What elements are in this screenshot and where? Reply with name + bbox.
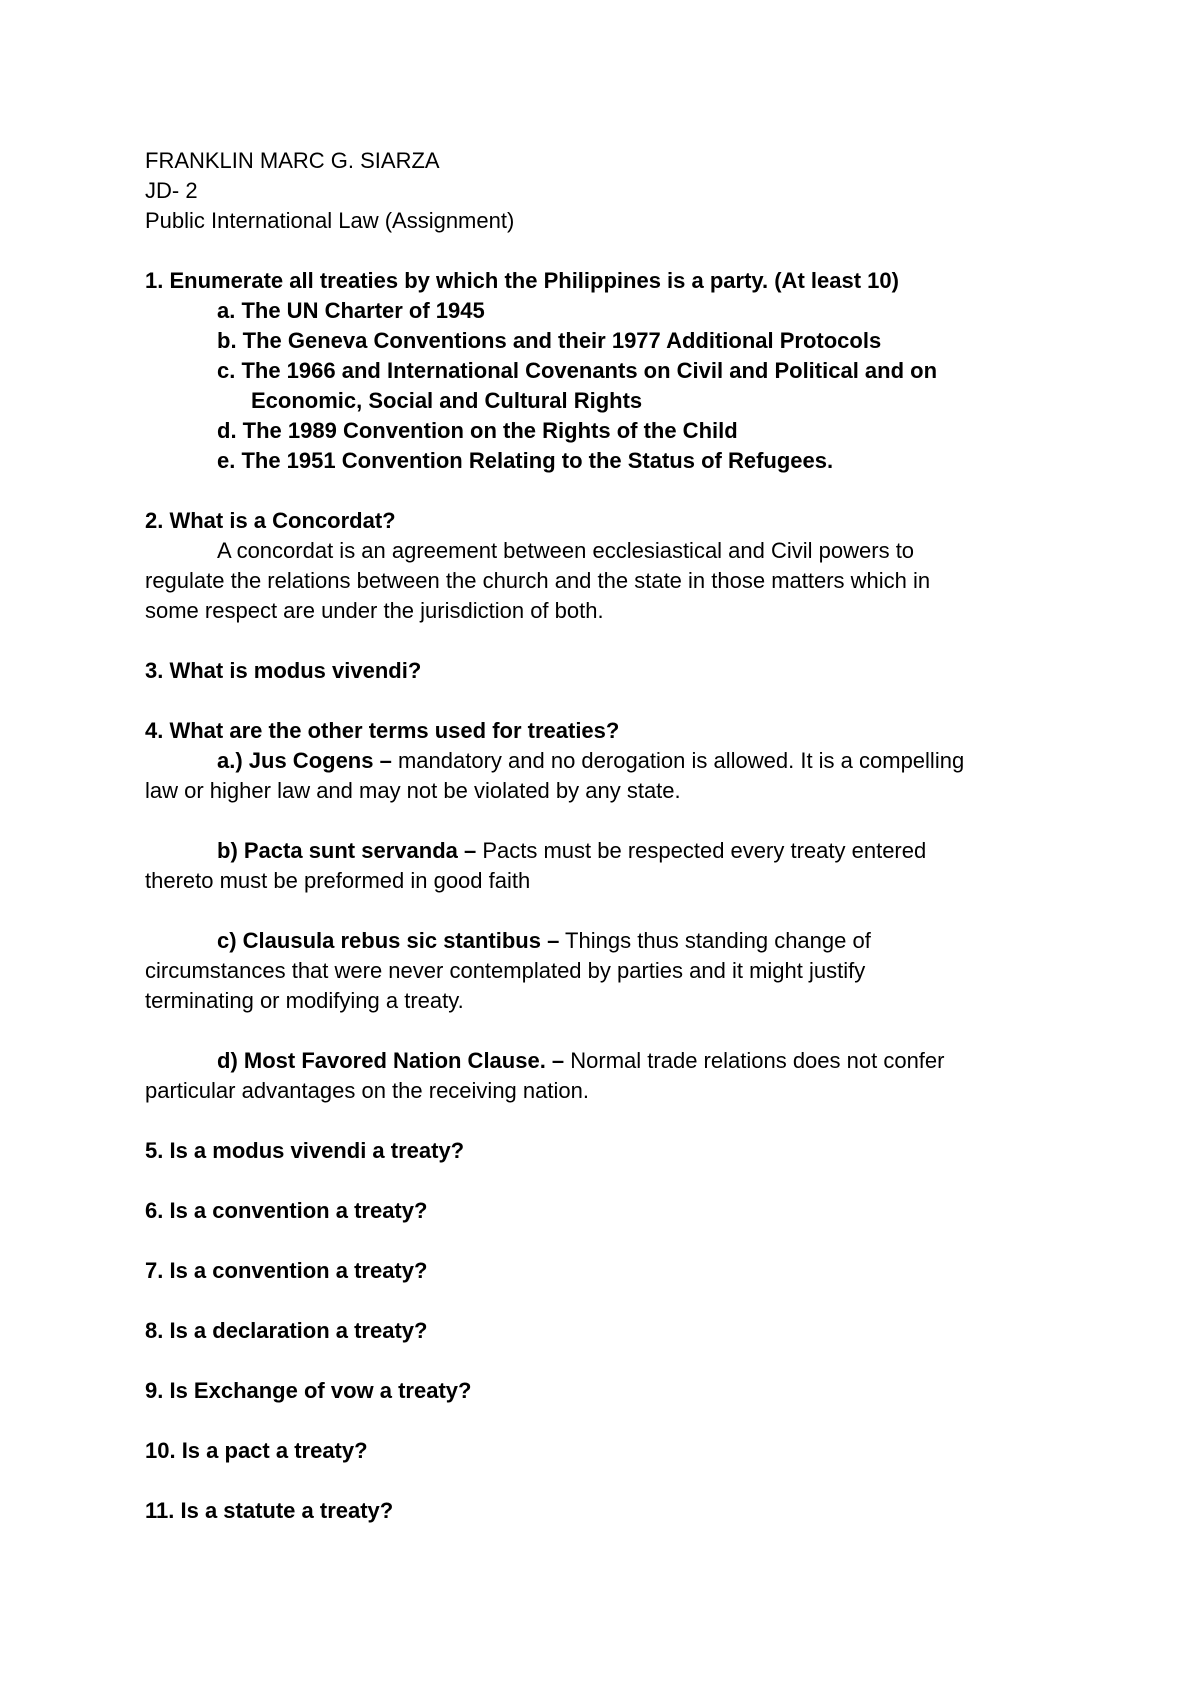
- term-b-line-2: thereto must be preformed in good faith: [145, 868, 531, 893]
- question-1: 1. Enumerate all treaties by which the Philippines is a party. (At least 10): [145, 268, 899, 293]
- year-level: JD- 2: [145, 178, 198, 203]
- treaty-item-d: d. The 1989 Convention on the Rights of the Child: [217, 418, 738, 443]
- term-d-line-1: [217, 1046, 944, 1076]
- term-c-line-1: [217, 926, 871, 956]
- question-4: 4. What are the other terms used for treaties?: [145, 718, 620, 743]
- question-5: 5. Is a modus vivendi a treaty?: [145, 1138, 465, 1163]
- term-a-line-2: law or higher law and may not be violated by any state.: [145, 778, 681, 803]
- question-11: 11. Is a statute a treaty?: [145, 1498, 394, 1523]
- term-c-line-2: circumstances that were never contemplated by parties and it might justify: [145, 958, 866, 983]
- term-a-definition: mandatory and no derogation is allowed. It is a compelling: [391, 748, 965, 773]
- term-a-line-1: [217, 746, 964, 776]
- term-c-line-3: terminating or modifying a treaty.: [145, 988, 464, 1013]
- treaty-item-c-continued: Economic, Social and Cultural Rights: [251, 388, 643, 413]
- author-name: FRANKLIN MARC G. SIARZA: [145, 148, 440, 173]
- answer-2-line-2: regulate the relations between the church and the state in those matters which in: [145, 568, 931, 593]
- term-c-definition: Things thus standing change of: [559, 928, 871, 953]
- question-7: 7. Is a convention a treaty?: [145, 1258, 428, 1283]
- question-6: 6. Is a convention a treaty?: [145, 1198, 428, 1223]
- question-8: 8. Is a declaration a treaty?: [145, 1318, 428, 1343]
- term-d-name: d) Most Favored Nation Clause. –: [217, 1048, 565, 1073]
- term-c-name: c) Clausula rebus sic stantibus –: [217, 928, 560, 953]
- treaty-item-a: a. The UN Charter of 1945: [217, 298, 485, 323]
- term-a-name: a.) Jus Cogens –: [217, 748, 392, 773]
- treaty-item-c: c. The 1966 and International Covenants on Civil and Political and on: [217, 358, 938, 383]
- term-b-line-1: [217, 836, 926, 866]
- term-d-definition: Normal trade relations does not confer: [564, 1048, 945, 1073]
- term-b-definition: Pacts must be respected every treaty entered: [476, 838, 927, 863]
- assignment-title: Public International Law (Assignment): [145, 208, 515, 233]
- answer-2-line-3: some respect are under the jurisdiction of both.: [145, 598, 604, 623]
- term-b-name: b) Pacta sunt servanda –: [217, 838, 477, 863]
- term-d-line-2: particular advantages on the receiving nation.: [145, 1078, 589, 1103]
- answer-2-line-1: A concordat is an agreement between ecclesiastical and Civil powers to: [217, 538, 915, 563]
- question-10: 10. Is a pact a treaty?: [145, 1438, 368, 1463]
- treaty-item-b: b. The Geneva Conventions and their 1977 Additional Protocols: [217, 328, 882, 353]
- question-9: 9. Is Exchange of vow a treaty?: [145, 1378, 472, 1403]
- question-2: 2. What is a Concordat?: [145, 508, 396, 533]
- treaty-item-e: e. The 1951 Convention Relating to the Status of Refugees.: [217, 448, 834, 473]
- question-3: 3. What is modus vivendi?: [145, 658, 422, 683]
